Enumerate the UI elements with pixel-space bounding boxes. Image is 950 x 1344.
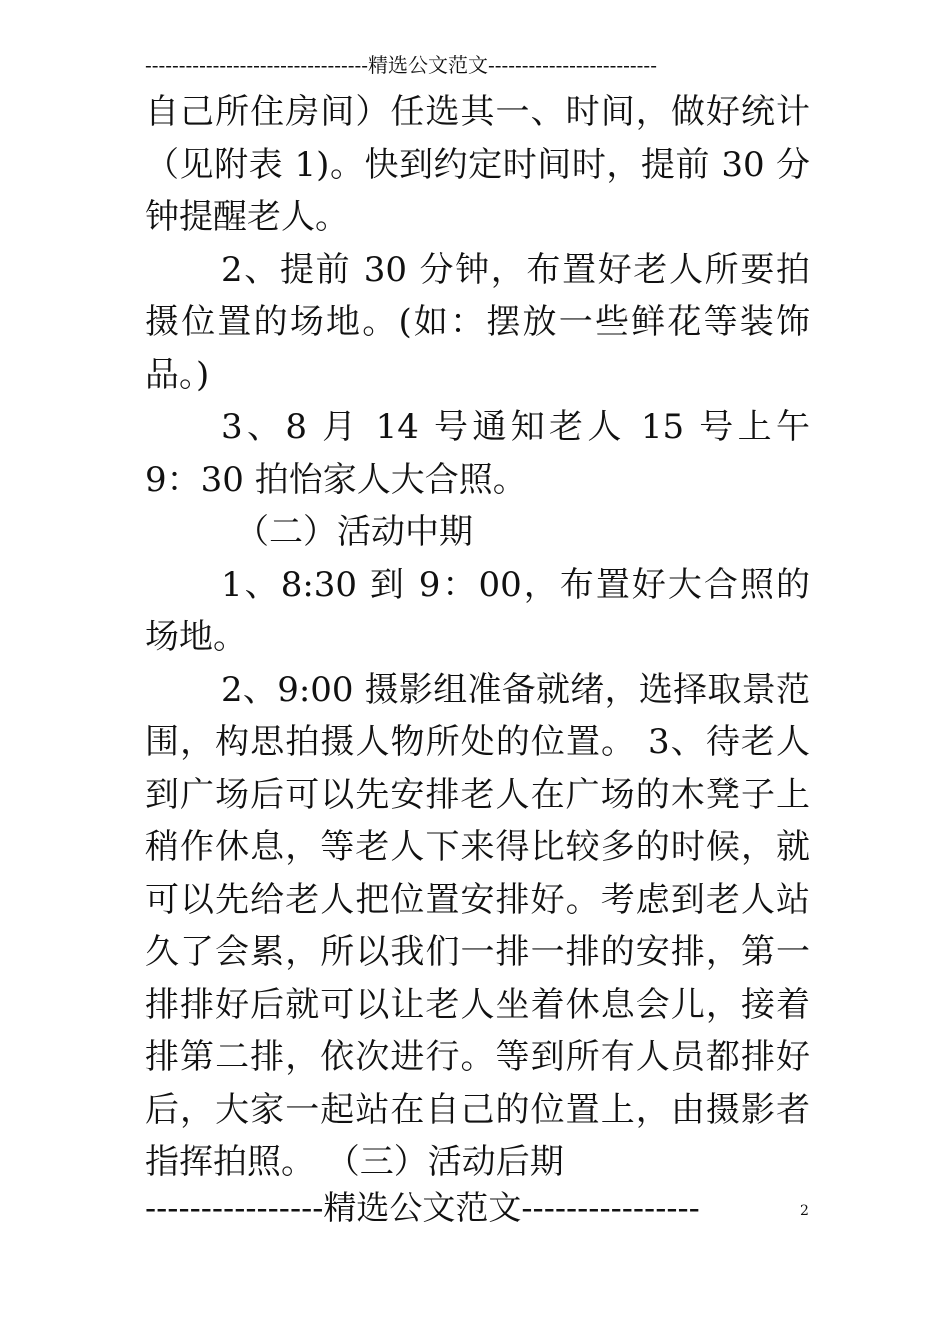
page-number: 2 — [800, 1203, 809, 1219]
paragraph-5: 2、9:00 摄影组准备就绪，选择取景范围，构思拍摄人物所处的位置。 3、待老人到广场后可以先安排老人在广场的木凳子上稍作休息，等老人下来得比较多的时候，就可以先给老人把位置安排好。考虑到老人站久了会累，所以我们一排一排的安排，第一排排好后就可以让老人坐着休息会儿，接着排第二排，依次进行。等到所有人员都排好后，大家一起站在自己的位置上，由摄影者指挥拍照。 （三）活动后期 — [145, 669, 810, 1182]
document-body — [145, 86, 810, 1189]
paragraph-3: 3、8 月 14 号通知老人 15 号上午 9：30 拍怡家人大合照。 — [145, 407, 810, 500]
paragraph-4: 1、8:30 到 9：00，布置好大合照的场地。 — [145, 564, 810, 657]
page-footer: ----------------精选公文范文---------------- — [145, 1188, 700, 1227]
paragraph-2: 2、提前 30 分钟，布置好老人所要拍摄位置的场地。(如：摆放一些鲜花等装饰品。) — [145, 249, 810, 395]
paragraph-1: 自己所住房间）任选其一、时间，做好统计（见附表 1)。快到约定时间时，提前 30 分钟提醒老人。 — [145, 92, 810, 237]
page-header: ---------------------------------精选公文范文------------------------- — [145, 53, 657, 77]
section-heading-midterm: （二）活动中期 — [235, 512, 473, 552]
